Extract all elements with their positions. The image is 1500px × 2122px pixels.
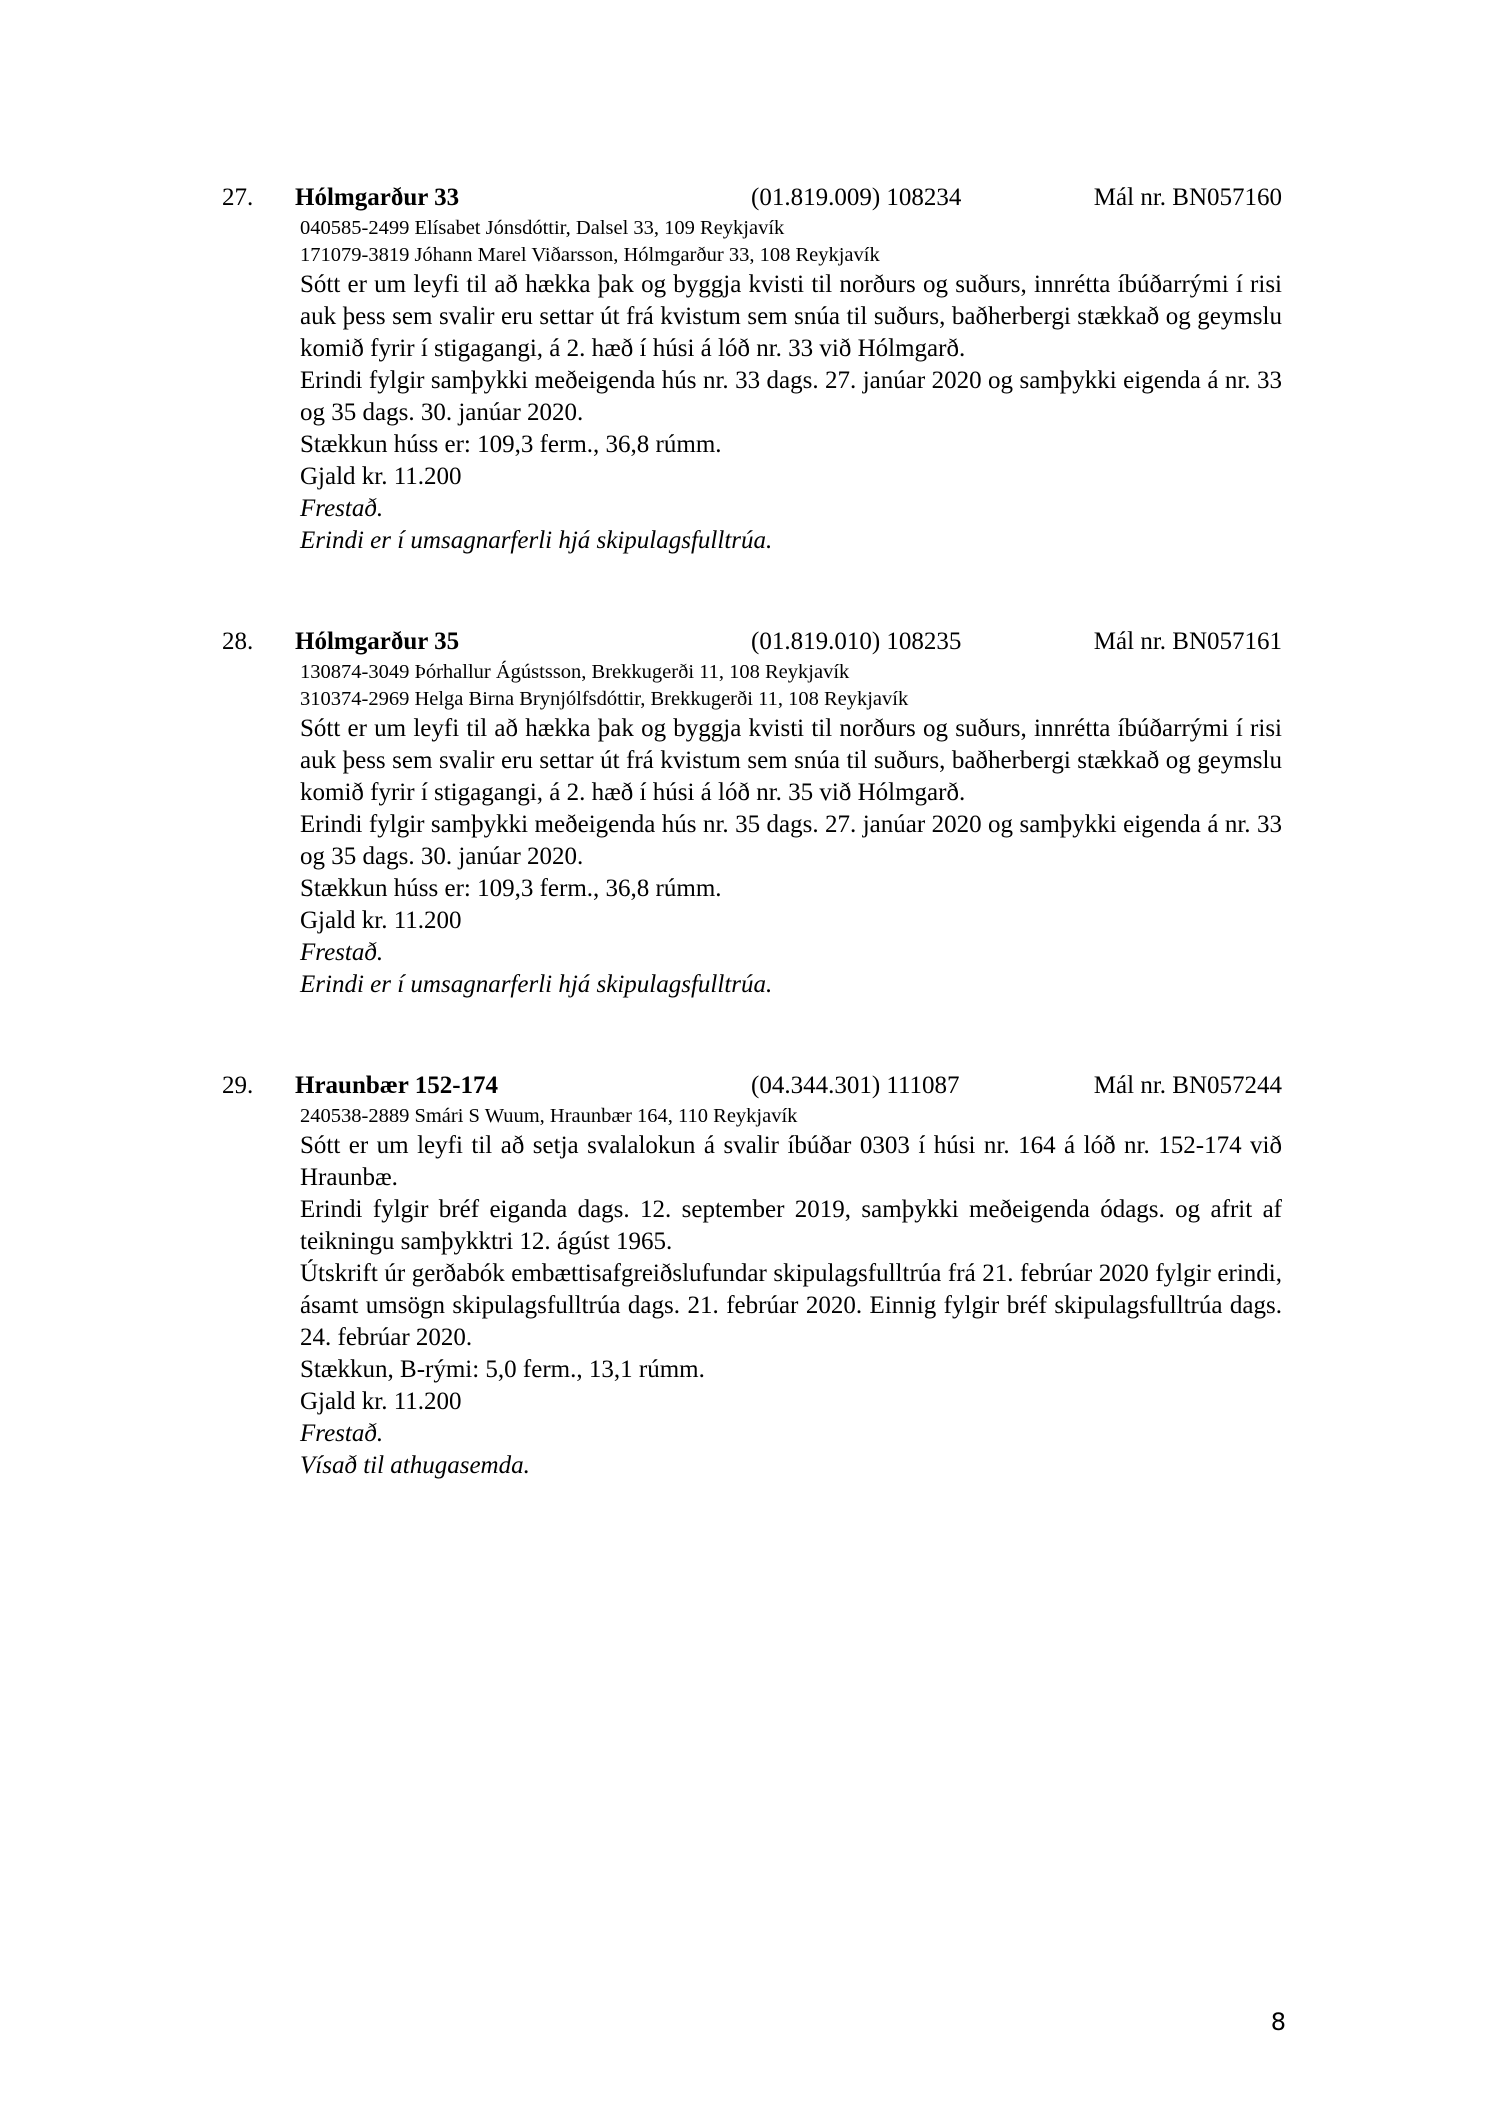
decision-status: Frestað. (300, 939, 384, 966)
entry-case-number: Mál nr. BN057244 (1093, 1072, 1282, 1099)
applicant: 130874-3049 Þórhallur Ágústsson, Brekkugerði 11, 108 Reykjavík (300, 661, 850, 683)
decision-status: Frestað. (300, 495, 384, 522)
description-paragraph: Erindi fylgir samþykki meðeigenda hús nr. 35 dags. 27. janúar 2020 og samþykki eigenda á nr. 33 og 35 dags. 30. janúar 2020. (300, 811, 1282, 870)
entry-header (222, 1069, 1282, 1103)
entry-lot-number: (01.819.009) 108234 (751, 184, 962, 211)
entry-address: Hólmgarður 33 (295, 184, 460, 211)
case-entry (222, 1069, 1282, 1482)
description-paragraph: Sótt er um leyfi til að setja svalalokun á svalir íbúðar 0303 í húsi nr. 164 á lóð nr. 152-174 við Hraunbæ. (300, 1132, 1282, 1191)
description-paragraph: Útskrift úr gerðabók embættisafgreiðslufundar skipulagsfulltrúa frá 21. febrúar 2020 fylgir erindi, ásamt umsögn skipulagsfulltrúa dags. 21. febrúar 2020. Einnig fylgir bréf skipulagsfulltrúa dags. 24. febrúar 2020. (300, 1260, 1282, 1351)
case-entry (222, 625, 1282, 1001)
description-paragraph: Sótt er um leyfi til að hækka þak og byggja kvisti til norðurs og suðurs, innrétta íbúðarrými í risi auk þess sem svalir eru settar út frá kvistum sem snúa til suðurs, baðherbergi stækkað og geymslu komið fyrir í stigagangi, á 2. hæð í húsi á lóð nr. 35 við Hólmgarð. (300, 715, 1282, 806)
entry-header (222, 625, 1282, 659)
entry-case-number: Mál nr. BN057160 (1093, 184, 1282, 211)
decision-note: Vísað til athugasemda. (300, 1452, 530, 1479)
entry-body (300, 659, 1282, 1001)
entry-number: 27. (222, 184, 254, 211)
description-paragraph: Erindi fylgir bréf eiganda dags. 12. september 2019, samþykki meðeigenda ódags. og afrit af teikningu samþykktri 12. ágúst 1965. (300, 1196, 1282, 1255)
fee-line: Gjald kr. 11.200 (300, 463, 462, 490)
entry-case-number: Mál nr. BN057161 (1093, 628, 1282, 655)
decision-note: Erindi er í umsagnarferli hjá skipulagsfulltrúa. (300, 971, 773, 998)
entry-address: Hraunbær 152-174 (295, 1072, 499, 1099)
description-paragraph: Sótt er um leyfi til að hækka þak og byggja kvisti til norðurs og suðurs, innrétta íbúðarrými í risi auk þess sem svalir eru settar út frá kvistum sem snúa til suðurs, baðherbergi stækkað og geymslu komið fyrir í stigagangi, á 2. hæð í húsi á lóð nr. 33 við Hólmgarð. (300, 271, 1282, 362)
description-paragraph: Stækkun húss er: 109,3 ferm., 36,8 rúmm. (300, 875, 722, 902)
decision-status: Frestað. (300, 1420, 384, 1447)
entry-header (222, 181, 1282, 215)
description-paragraph: Erindi fylgir samþykki meðeigenda hús nr. 33 dags. 27. janúar 2020 og samþykki eigenda á nr. 33 og 35 dags. 30. janúar 2020. (300, 367, 1282, 426)
description-paragraph: Stækkun húss er: 109,3 ferm., 36,8 rúmm. (300, 431, 722, 458)
case-entry (222, 181, 1282, 557)
applicant: 171079-3819 Jóhann Marel Viðarsson, Hólmgarður 33, 108 Reykjavík (300, 244, 880, 266)
decision-note: Erindi er í umsagnarferli hjá skipulagsfulltrúa. (300, 527, 773, 554)
applicant: 040585-2499 Elísabet Jónsdóttir, Dalsel 33, 109 Reykjavík (300, 217, 785, 239)
fee-line: Gjald kr. 11.200 (300, 1388, 462, 1415)
page-number: 8 (1270, 2008, 1286, 2036)
entry-number: 28. (222, 628, 254, 655)
fee-line: Gjald kr. 11.200 (300, 907, 462, 934)
applicant: 240538-2889 Smári S Wuum, Hraunbær 164, 110 Reykjavík (300, 1105, 798, 1127)
entry-body (300, 215, 1282, 557)
applicant: 310374-2969 Helga Birna Brynjólfsdóttir, Brekkugerði 11, 108 Reykjavík (300, 688, 909, 710)
entry-number: 29. (222, 1072, 254, 1099)
entry-lot-number: (04.344.301) 111087 (751, 1072, 960, 1099)
description-paragraph: Stækkun, B-rými: 5,0 ferm., 13,1 rúmm. (300, 1356, 705, 1383)
entry-lot-number: (01.819.010) 108235 (751, 628, 962, 655)
entry-address: Hólmgarður 35 (295, 628, 460, 655)
entry-body (300, 1103, 1282, 1482)
